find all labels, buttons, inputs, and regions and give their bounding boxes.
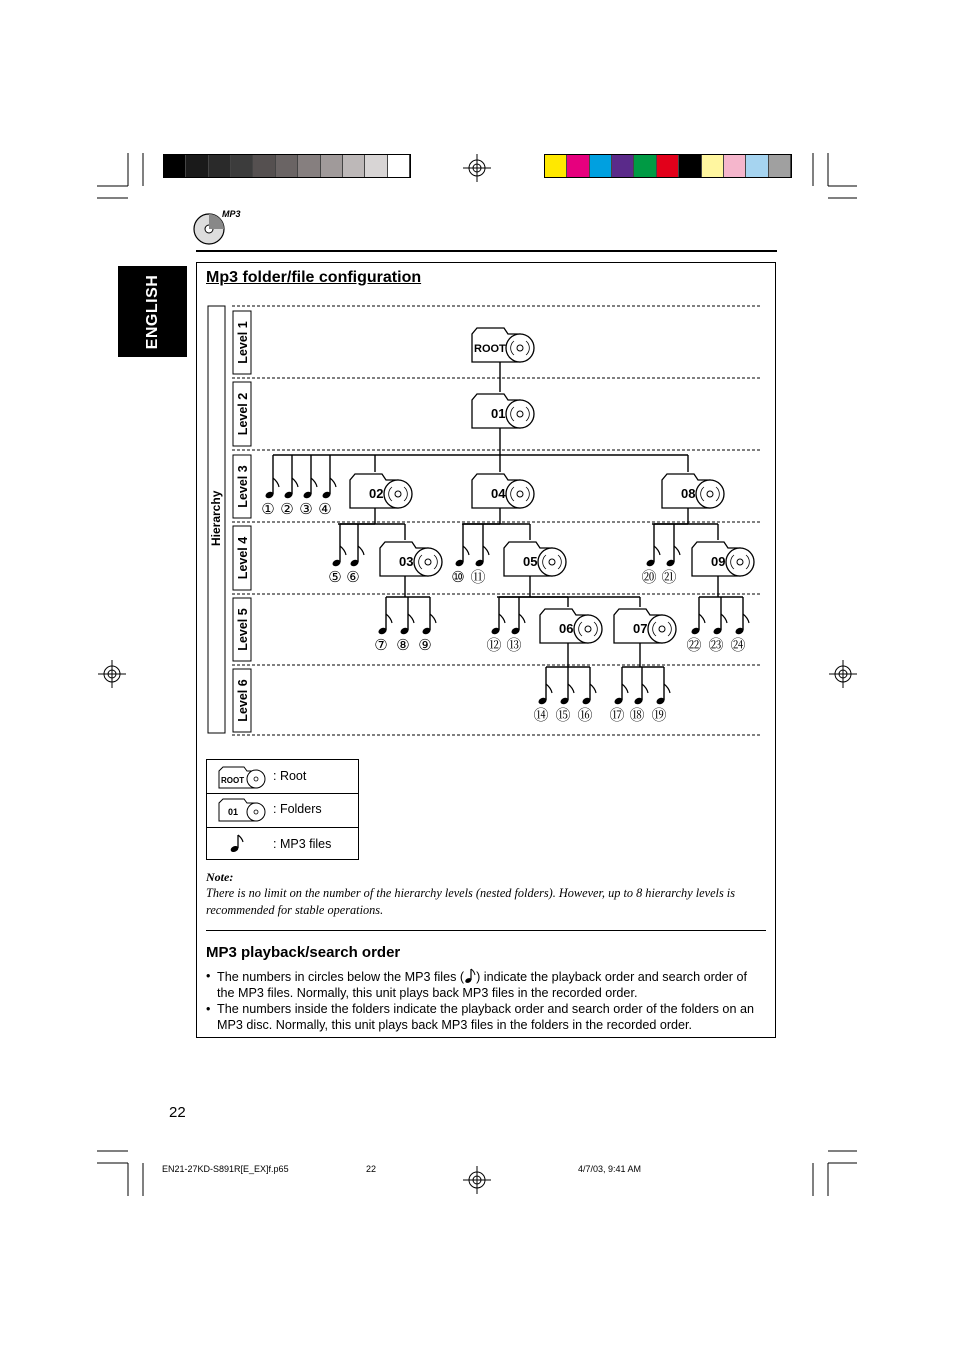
section-title-configuration: Mp3 folder/file configuration [206,269,422,286]
svg-text:Level 6: Level 6 [236,679,250,722]
section-divider [206,930,766,931]
music-note-icon [665,546,680,567]
folder-icon [614,609,676,643]
file-order-number: ② [280,500,294,518]
file-order-number: ⑱ [629,706,645,724]
music-note-icon [331,546,346,567]
music-note-icon [421,614,436,635]
file-order-number: ⑪ [470,568,486,586]
legend-row-root [207,760,358,794]
svg-text:09: 09 [711,554,726,569]
folder-icon [380,542,442,576]
legend-folder-icon [217,796,267,824]
file-order-number: ⑧ [396,636,410,654]
file-order-number: ㉔ [730,636,746,654]
music-note-icon [645,546,660,567]
level-label-box [233,311,251,374]
music-note-icon [690,614,705,635]
music-note-icon [302,478,317,499]
file-order-number: ㉑ [661,568,677,586]
file-order-number: ④ [318,500,332,518]
svg-text:02: 02 [369,486,384,501]
music-note-icon [537,684,552,705]
folder-icon [692,542,754,576]
music-note-icon [229,833,245,855]
file-order-number: ⑭ [533,706,549,724]
music-note-icon [734,614,749,635]
music-note-icon [454,546,469,567]
svg-text:08: 08 [681,486,696,501]
root-folder-icon [472,328,534,362]
page-number: 22 [169,1104,186,1121]
folder-icon [472,394,534,428]
svg-text:04: 04 [491,486,506,501]
file-order-number: ⑩ [451,568,465,586]
footer-page: 22 [366,1164,377,1174]
legend-row-files [207,827,358,860]
file-order-number: ⑤ [328,568,342,586]
svg-text:ROOT: ROOT [474,343,506,355]
file-order-number: ⑥ [346,568,360,586]
svg-text:03: 03 [399,554,414,569]
svg-text:Level 2: Level 2 [236,392,250,436]
bullet-item: • The numbers in circles below the MP3 files ( ) indicate the playback order and search order of the MP3 files. Normally, this unit plays back MP3 files in the recorded order. [206,968,766,1001]
playback-bullet-list [206,968,766,1033]
mp3-logo-text: MP3 [222,209,241,219]
folder-icon [350,474,412,508]
file-order-number: ㉓ [708,636,724,654]
bullet-item: • The numbers inside the folders indicate the playback order and search order of the folders on an MP3 disc. Normally, this unit plays back MP3 files in the folders in the recorded order. [206,1001,766,1033]
file-order-number: ① [261,500,275,518]
hierarchy-axis-label: Hierarchy [209,490,223,546]
file-order-number: ⑬ [506,636,522,654]
level-label-box [233,455,251,518]
folder-icon [662,474,724,508]
file-order-number: ⑰ [609,706,625,724]
file-order-number: ㉒ [686,636,702,654]
section-title-playback-order: MP3 playback/search order [206,944,401,961]
music-note-icon [283,478,298,499]
diagram-legend [206,759,359,860]
note-text: There is no limit on the number of the hierarchy levels (nested folders). However, up to 8 hierarchy levels is recommended for stable operations. [206,886,735,917]
level-label-box [233,598,251,661]
music-note-icon [559,684,574,705]
svg-text:Level 3: Level 3 [236,465,250,508]
music-note-icon [490,614,505,635]
music-note-icon [264,478,279,499]
folder-icon [540,609,602,643]
svg-text:ROOT: ROOT [221,776,245,785]
file-order-number: ⑯ [577,706,593,724]
footer-timestamp: 4/7/03, 9:41 AM [578,1164,642,1174]
svg-text:01: 01 [491,406,506,421]
svg-text:05: 05 [523,554,538,569]
language-tab-label: ENGLISH [143,274,161,349]
legend-root-folder-icon [217,764,267,790]
level-label-box [233,526,251,590]
file-order-number: ⑦ [374,636,388,654]
file-order-number: ③ [299,500,313,518]
svg-text:Level 5: Level 5 [236,608,250,651]
folder-icon [472,474,534,508]
file-order-number: ⑮ [555,706,571,724]
music-note-icon [321,478,336,499]
svg-text:06: 06 [559,621,574,636]
music-note-icon [613,684,628,705]
folder-icon [504,542,566,576]
music-note-icon [633,684,648,705]
music-note-icon [349,546,364,567]
music-note-icon [510,614,525,635]
level-label-box [233,669,251,732]
svg-text:Level 4: Level 4 [236,536,250,580]
music-note-icon [399,614,414,635]
svg-text:Level 1: Level 1 [236,321,250,364]
svg-text:07: 07 [633,621,648,636]
file-order-number: ⑨ [418,636,432,654]
legend-row-folders [207,793,358,828]
legend-folders-label: : Folders [273,802,322,816]
music-note-icon [464,968,476,984]
footer-filename: EN21-27KD-S891R[E_EX]f.p65 [162,1164,289,1174]
level-label-box [233,382,251,446]
file-order-number: ⑳ [641,568,657,586]
music-note-icon [712,614,727,635]
svg-text:01: 01 [228,807,239,817]
legend-root-label: : Root [273,769,307,783]
file-order-number: ⑫ [486,636,502,654]
music-note-icon [474,546,489,567]
music-note-icon [581,684,596,705]
music-note-icon [655,684,670,705]
music-note-icon [377,614,392,635]
file-order-number: ⑲ [651,706,667,724]
legend-files-label: : MP3 files [273,837,332,851]
note-label: Note: [206,870,234,884]
